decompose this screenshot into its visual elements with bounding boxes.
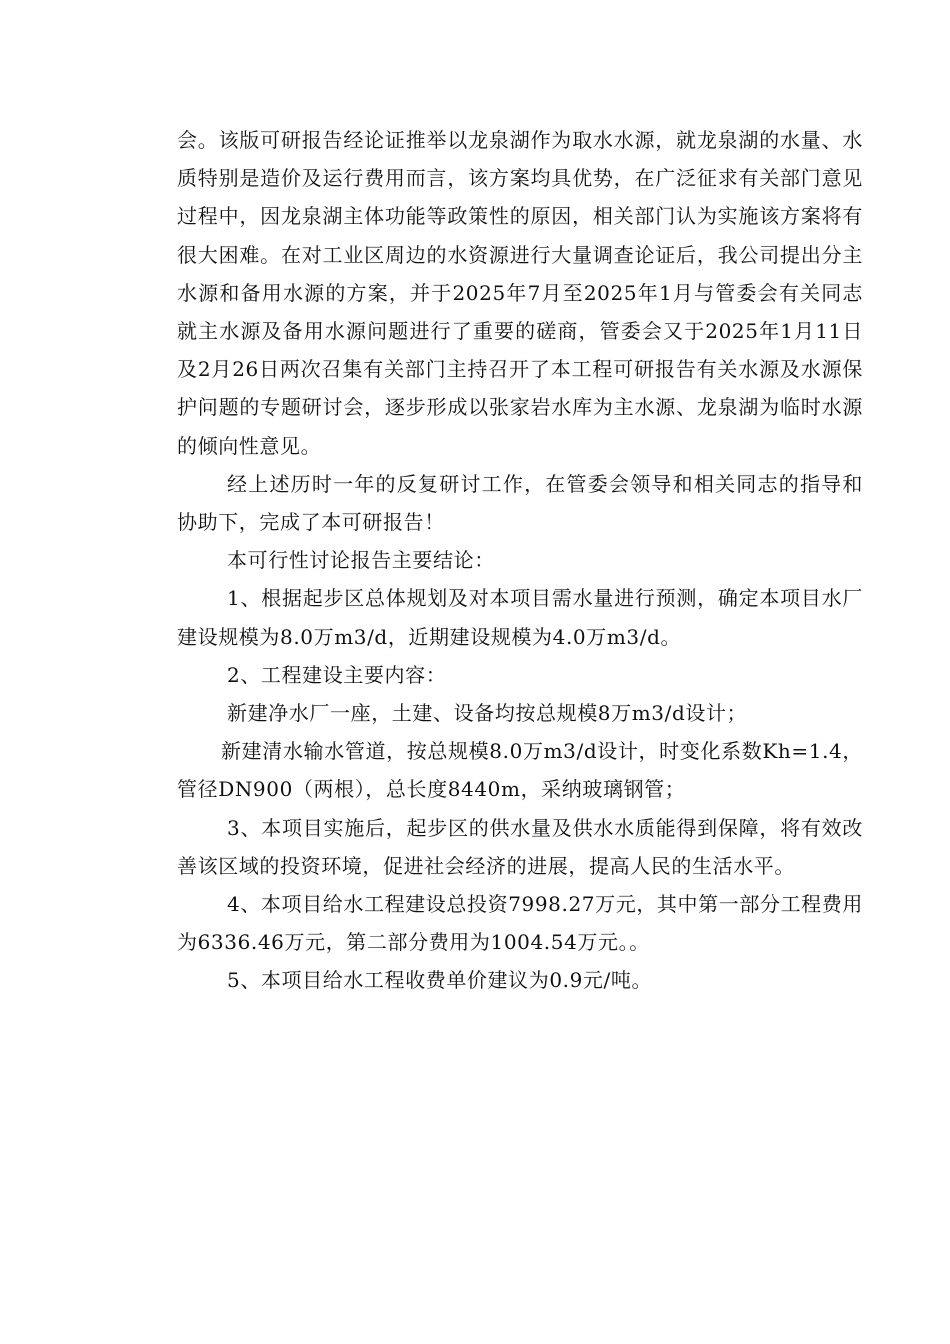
paragraph-conclusions-heading: 本可行性讨论报告主要结论：	[227, 548, 495, 573]
paragraph-conclusion-3: 3、本项目实施后，起步区的供水量及供水水质能得到保障，将有效改善该区域的投资环境，促进社会经济的进展，提高人民的生活水平。	[177, 815, 863, 878]
paragraph-conclusion-4: 4、本项目给水工程建设总投资7998.27万元，其中第一部分工程费用为6336.46万元，第二部分费用为1004.54万元。。	[177, 892, 863, 955]
paragraph-water-source-background: 会。该版可研报告经论证推举以龙泉湖作为取水水源，就龙泉湖的水量、水质特别是造价及运行费用而言，该方案均具优势，在广泛征求有关部门意见过程中，因龙泉湖主体功能等政策性的原因，相关部门认为实施该方案将有很大困难。在对工业区周边的水资源进行大量调查论证后，我公司提出分主水源和备用水源的方案，并于2025年7月至2025年1月与管委会有关同志就主水源及备用水源问题进行了重要的磋商，管委会又于2025年1月11日及2月26日两次召集有关部门主持召开了本工程可研报告有关水源及水源保护问题的专题研讨会，逐步形成以张家岩水库为主水源、龙泉湖为临时水源的倾向性意见。	[177, 128, 863, 458]
paragraph-conclusion-2: 2、工程建设主要内容：	[227, 662, 447, 687]
paragraph-conclusion-5: 5、本项目给水工程收费单价建议为0.9元/吨。	[227, 968, 653, 993]
paragraph-new-pipeline: 新建清水输水管道，按总规模8.0万m3/d设计，时变化系数Kh=1.4，管径DN900（两根），总长度8440m，采纳玻璃钢管；	[177, 739, 863, 802]
paragraph-new-plant: 新建净水厂一座，土建、设备均按总规模8万m3/d设计；	[227, 701, 748, 726]
paragraph-completion-note: 经上述历时一年的反复研讨工作，在管委会领导和相关同志的指导和协助下，完成了本可研报告！	[177, 471, 863, 535]
document-body	[177, 121, 863, 1000]
paragraph-conclusion-1: 1、根据起步区总体规划及对本项目需水量进行预测，确定本项目水厂建设规模为8.0万m3/d，近期建设规模为4.0万m3/d。	[177, 586, 863, 649]
